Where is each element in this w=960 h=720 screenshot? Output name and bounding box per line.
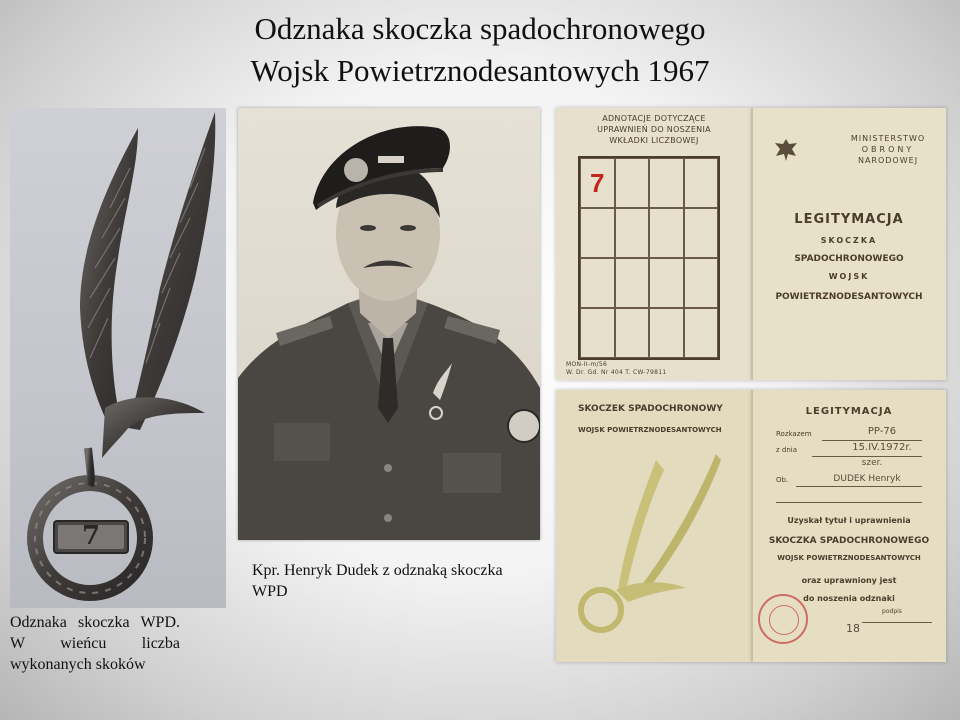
parachute-badge-icon [10,108,226,608]
cover-line-3: WOJSK [828,272,870,281]
badge-caption: Odznaka skoczka WPD. W wieńcu liczba wykonanych skoków [10,614,180,673]
soldier-portrait-icon [238,108,540,540]
badge-drawing-icon [556,390,752,662]
badge-photo [10,108,226,608]
soldier-portrait-photo [238,108,540,540]
annotations-footer-2: W. Dr. Gd. Nr 404 T. CW-79811 [566,369,667,376]
title-line-1: Odznaka skoczka spadochronowego [254,11,706,46]
official-stamp-icon [758,594,808,644]
ministry-line-1: MINISTERSTWO [850,134,926,143]
jump-count-grid [578,156,720,360]
title-line-2: Wojsk Powietrznodesantowych 1967 [250,53,710,88]
rank-value: szer. [861,458,883,468]
eagle-emblem-icon [772,136,800,164]
z-dnia-label: z dnia [776,446,798,454]
signature-label: podpis [882,608,902,615]
holder-name: DUDEK Henryk [833,474,901,484]
document-badge-page [556,390,752,662]
cover-line-4: POWIETRZNODESANTOWYCH [775,292,923,302]
certificate-line-a: Uzyskał tytuł i uprawnienia [787,516,911,525]
signature-date: 18 [846,622,860,635]
annotations-header-2: UPRAWNIEŃ DO NOSZENIA [597,125,711,134]
badge-number: 7 [81,521,101,551]
ministry-line-2: OBRONY [861,145,915,154]
document-fold-bottom [751,390,753,662]
cover-line-1: SKOCZKA [820,236,878,245]
slide-title [0,8,960,92]
certificate-title: LEGITYMACJA [805,406,893,417]
z-dnia-value: 15.IV.1972r. [852,442,912,453]
cover-line-2: SPADOCHRONOWEGO [794,254,904,264]
cover-title: LEGITYMACJA [794,212,904,227]
ministry-line-3: NARODOWEJ [857,156,919,165]
annotations-footer-1: MON-II-m/56 [566,361,608,368]
certificate-line-d: oraz uprawniony jest [801,576,897,585]
grid-cell-number: 7 [580,158,615,208]
rozkazem-label: Rozkazem [776,430,812,438]
annotations-header-1: ADNOTACJE DOTYCZĄCE [602,114,706,123]
annotations-header-3: WKŁADKI LICZBOWEJ [609,136,699,145]
rozkazem-value: PP-76 [867,426,897,437]
badge-page-line-1: SKOCZEK SPADOCHRONOWY [578,404,723,414]
badge-page-line-2: WOJSK POWIETRZNODESANTOWYCH [578,426,722,434]
ob-label: Ob. [776,476,789,484]
document-fold-top [751,108,753,380]
photo-caption: Kpr. Henryk Dudek z odznaką skoczka WPD [252,562,503,600]
certificate-line-e: do noszenia odznaki [803,594,895,603]
certificate-line-b: SKOCZKA SPADOCHRONOWEGO [768,536,930,546]
document-cover-page [752,108,946,380]
certificate-line-c: WOJSK POWIETRZNODESANTOWYCH [777,554,921,562]
